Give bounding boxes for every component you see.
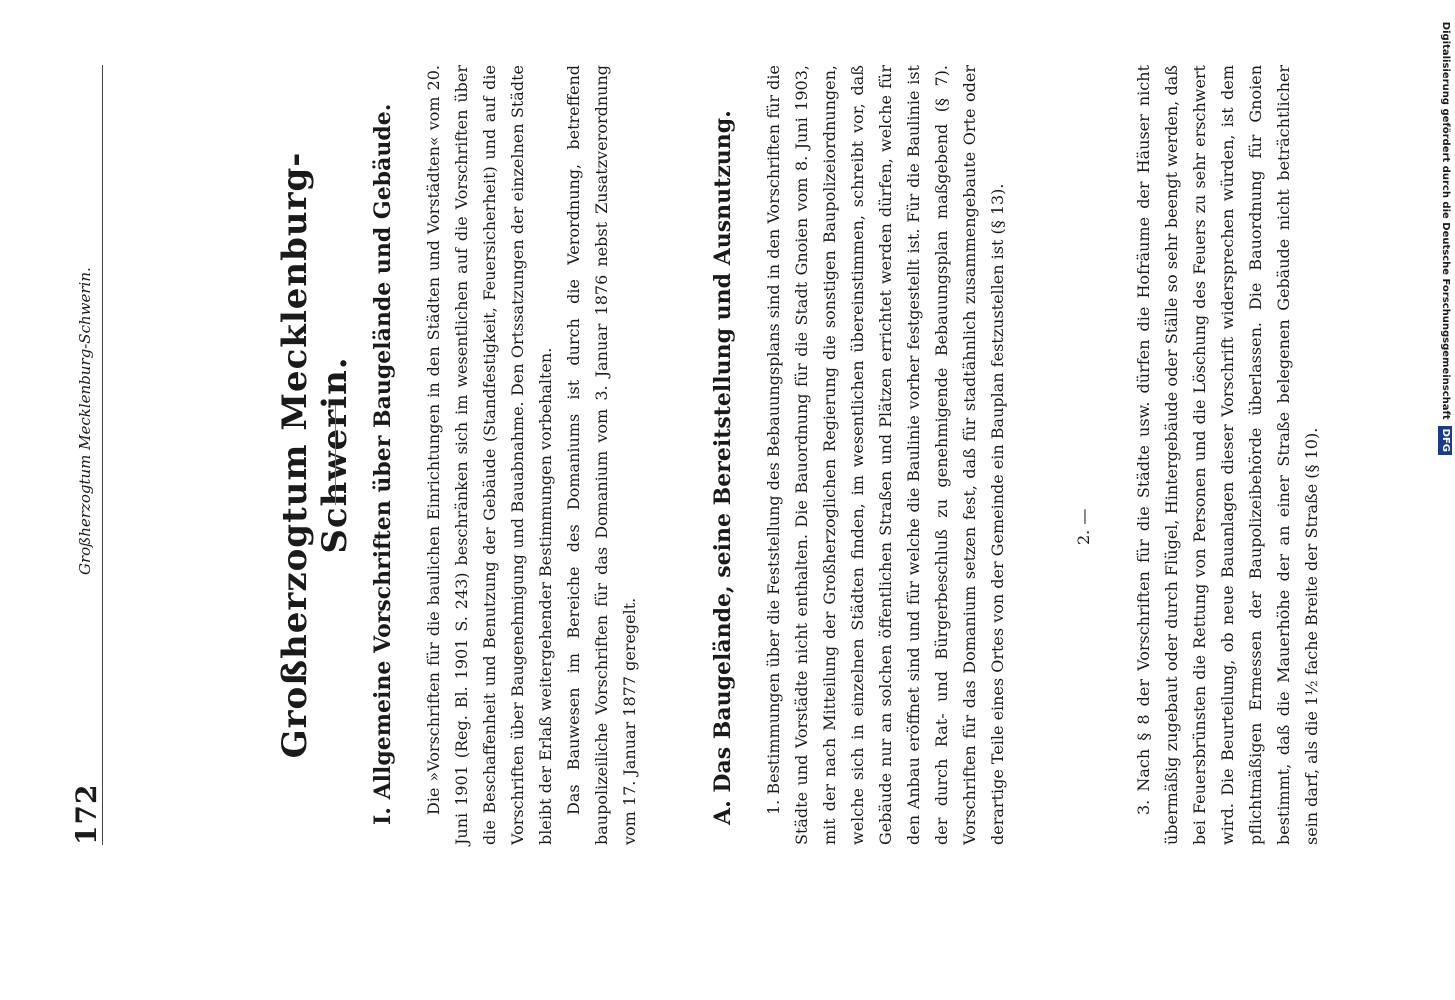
running-head: Großherzogtum Mecklenburg-Schwerin. (76, 267, 94, 575)
dfg-logo-icon: DFG (1438, 426, 1452, 455)
header-rule (102, 65, 103, 845)
section-A-heading: A. Das Baugelände, seine Bereitstellung und Ausnutzung. (710, 110, 736, 825)
section-A-body (760, 65, 1012, 845)
page-number: 172 (70, 783, 103, 845)
section-I-heading: I. Allgemeine Vorschriften über Baugelände und Gebäude. (370, 103, 396, 825)
section-A-body-continued (1130, 65, 1326, 845)
dfg-stamp-text: Digitalisierung gefördert durch die Deutsche Forschungsgemeinschaft (1440, 21, 1451, 420)
section-I-paragraph-2: Das Bauwesen im Bereiche des Domaniums ist durch die Verordnung, betreffend baupolizeiliche Vorschriften für das Domanium vom 3. Januar 1876 nebst Zusatzverordnung vom 17. Januar 1877 geregelt. (564, 65, 639, 845)
rotated-page (70, 65, 1370, 845)
section-I-paragraph-1: Die »Vorschriften für die baulichen Einrichtungen in den Städten und Vorstädten« vom 20. Juni 1901 (Reg. Bl. 1901 S. 243) beschränken sich im wesentlichen auf die Vorschriften über die Beschaffenheit und Benutzung der Gebäude (Standfestigkeit, Feuersicherheit) und auf die Vorschriften über Baugenehmigung und Bauabnahme. Den Ortssatzungen der einzelnen Städte bleibt der Erlaß weitergehender Bestimmungen vorbehalten. (424, 65, 555, 845)
dfg-stamp (1425, 15, 1455, 455)
section-I-body (420, 65, 644, 845)
section-A-paragraph-1: 1. Bestimmungen über die Feststellung des Bebauungsplans sind in den Vorschriften für die Städte und Vorstädte nicht enthalten. Die Bauordnung für die Stadt Gnoien vom 8. Juni 1903, mit der nach Mitteilung der Großherzoglichen Regierung die sonstigen Baupolizeiordnungen, welche sich in einzelnen Städten finden, im wesentlichen übereinstimmen, schreibt vor, daß Gebäude nur an solchen öffentlichen Straßen und Plätzen errichtet werden dürfen, welche für den Anbau eröffnet sind und für welche die Baulinie vorher festgestellt ist. Für die Baulinie ist der durch Rat- und Bürgerbeschluß zu genehmigende Bebauungsplan maßgebend (§ 7). Vorschriften für das Domanium setzen fest, daß für stadtähnlich zusammengebaute Orte oder derartige Teile eines Ortes von der Gemeinde ein Bauplan festzustellen ist (§ 13). (764, 65, 1007, 845)
title-divider (335, 405, 336, 505)
page-title: Großherzogtum Mecklenburg-Schwerin. (275, 151, 355, 759)
section-A-paragraph-3: 3. Nach § 8 der Vorschriften für die Städte usw. dürfen die Hofräume der Häuser nicht übermäßig zugebaut oder durch Flügel, Hintergebäude oder Ställe so sehr beengt werden, daß bei Feuersbrünsten die Rettung von Personen und die Löschung des Feuers zu sehr erschwert wird. Die Beurteilung, ob neue Bauanlagen dieser Vorschrift widersprechen würden, ist dem pflichtmäßigen Ermessen der Baupolizeibehörde überlassen. Die Bauordnung für Gnoien bestimmt, daß die Mauerhöhe der an einer Straße belegenen Gebäude nicht beträchtlicher sein darf, als die 1½ fache Breite der Straße (§ 10). (1134, 65, 1321, 845)
section-A-item-2: 2. — (1074, 508, 1093, 545)
